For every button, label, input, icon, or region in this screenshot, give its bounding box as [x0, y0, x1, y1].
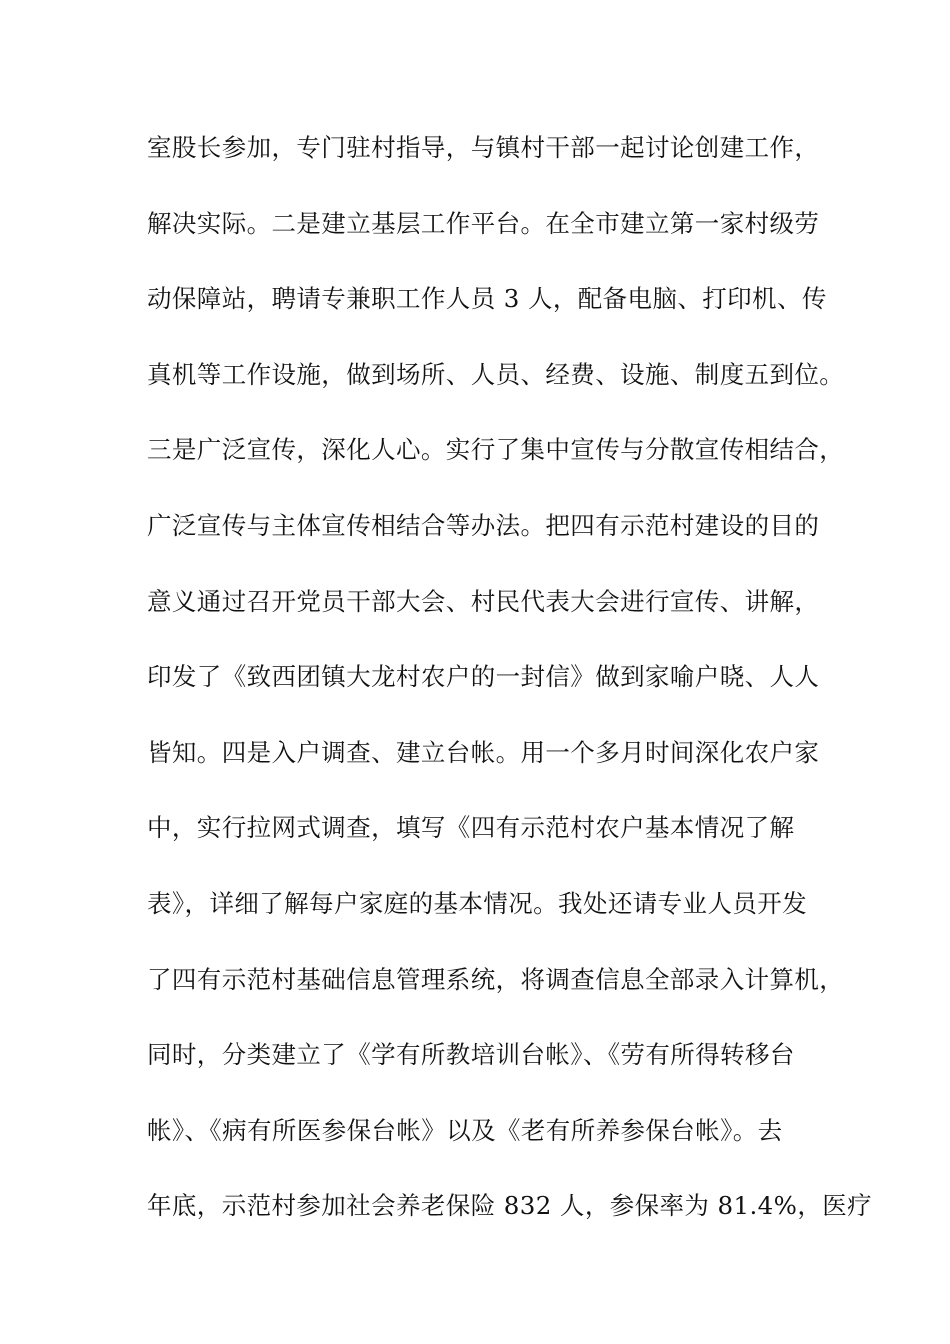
text-line: 三是广泛宣传，深化人心。实行了集中宣传与分散宣传相结合，	[147, 435, 845, 465]
text-line: 动保障站，聘请专兼职工作人员 3 人，配备电脑、打印机、传	[147, 284, 827, 314]
text-line: 帐》、《病有所医参保台帐》以及《老有所养参保台帐》。去	[147, 1115, 783, 1145]
text-line: 中，实行拉网式调查，填写《四有示范村农户基本情况了解	[147, 813, 795, 843]
text-line: 解决实际。二是建立基层工作平台。在全市建立第一家村级劳	[147, 208, 820, 238]
text-line: 皆知。四是入户调查、建立台帐。用一个多月时间深化农户家	[147, 737, 820, 767]
text-line: 真机等工作设施，做到场所、人员、经费、设施、制度五到位。	[147, 359, 845, 389]
text-line: 了四有示范村基础信息管理系统，将调查信息全部录入计算机，	[147, 964, 845, 994]
text-line: 表》，详细了解每户家庭的基本情况。我处还请专业人员开发	[147, 888, 808, 918]
document-body	[147, 127, 873, 1261]
text-line: 同时，分类建立了《学有所教培训台帐》、《劳有所得转移台	[147, 1040, 795, 1070]
text-line: 印发了《致西团镇大龙村农户的一封信》做到家喻户晓、人人	[147, 662, 820, 692]
text-line: 意义通过召开党员干部大会、村民代表大会进行宣传、讲解，	[147, 586, 820, 616]
text-line: 室股长参加，专门驻村指导，与镇村干部一起讨论创建工作，	[147, 133, 820, 162]
text-line: 广泛宣传与主体宣传相结合等办法。把四有示范村建设的目的	[147, 510, 820, 540]
text-line: 年底，示范村参加社会养老保险 832 人，参保率为 81.4%，医疗	[147, 1191, 873, 1221]
